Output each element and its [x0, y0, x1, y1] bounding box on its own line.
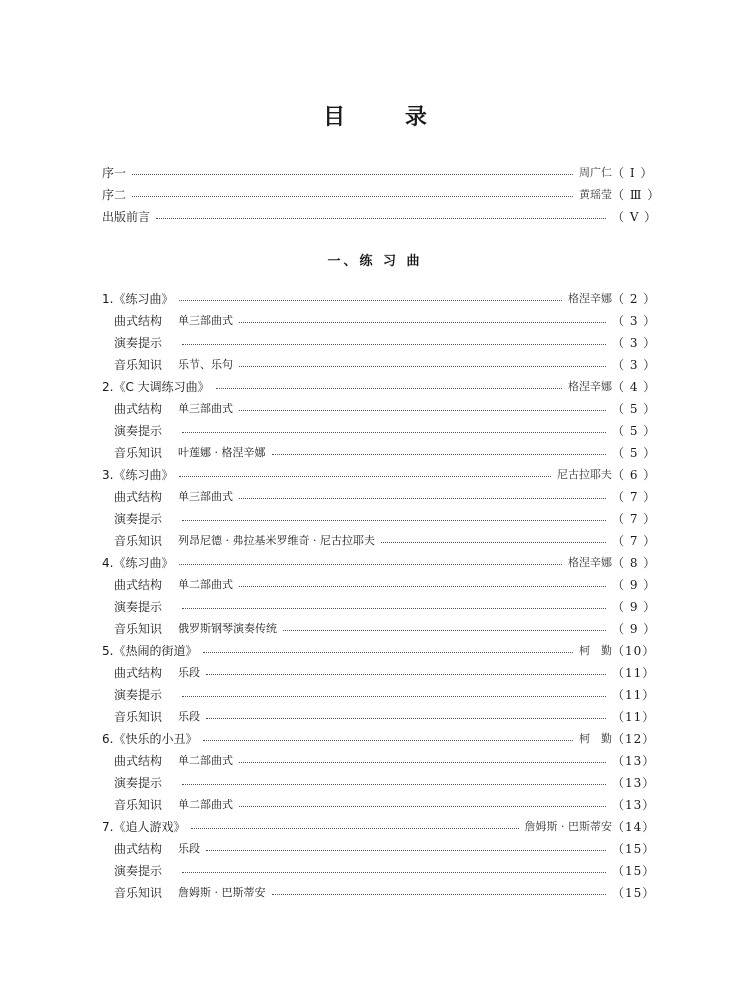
page-number[interactable]: （ 5 ）: [612, 423, 657, 438]
sub-entry-label[interactable]: 演奏提示: [114, 775, 163, 790]
page-number[interactable]: （11）: [612, 709, 656, 724]
sub-entry-label[interactable]: 音乐知识: [114, 357, 163, 372]
toc-sub-entry[interactable]: [102, 749, 656, 771]
dot-leader: [239, 410, 606, 411]
sub-entry-label[interactable]: 曲式结构: [114, 313, 163, 328]
toc-sub-entry[interactable]: [102, 683, 656, 705]
piece-composer: 尼古拉耶夫: [557, 468, 612, 481]
sub-entry-label[interactable]: 音乐知识: [114, 533, 163, 548]
page-number[interactable]: （11）: [612, 687, 656, 702]
toc-sub-entry[interactable]: [102, 485, 657, 507]
sub-entry-detail: 俄罗斯钢琴演奏传统: [178, 622, 277, 635]
page-number[interactable]: （12）: [612, 731, 656, 746]
sub-entry-label[interactable]: 曲式结构: [114, 401, 163, 416]
page-number[interactable]: （ 5 ）: [612, 401, 657, 416]
page-number[interactable]: （13）: [612, 797, 656, 812]
page-number[interactable]: （11）: [612, 665, 656, 680]
sub-entry-detail: 叶莲娜 · 格涅辛娜: [178, 446, 266, 459]
page-number[interactable]: （ 4 ）: [612, 379, 657, 394]
piece-title[interactable]: 1.《练习曲》: [102, 291, 174, 306]
dot-leader: [182, 520, 606, 521]
toc-sub-entry[interactable]: [102, 507, 657, 529]
dot-leader: [182, 872, 606, 873]
entry-title[interactable]: 出版前言: [102, 209, 151, 224]
sub-entry-label[interactable]: 音乐知识: [114, 709, 163, 724]
toc-entry[interactable]: [102, 161, 654, 183]
piece-title[interactable]: 4.《练习曲》: [102, 555, 174, 570]
page-number[interactable]: （15）: [612, 885, 656, 900]
sub-entry-detail: 乐节、乐句: [178, 358, 233, 371]
dot-leader: [239, 762, 606, 763]
toc-sub-entry[interactable]: [102, 397, 657, 419]
toc-entry[interactable]: [102, 183, 661, 205]
page-number[interactable]: （ 7 ）: [612, 489, 657, 504]
toc-list: [102, 287, 657, 903]
dot-leader: [182, 784, 606, 785]
dot-leader: [203, 652, 573, 653]
page-number[interactable]: （14）: [612, 819, 656, 834]
dot-leader: [272, 894, 607, 895]
toc-sub-entry[interactable]: [102, 595, 657, 617]
page-number[interactable]: （ 3 ）: [612, 313, 657, 328]
toc-entry[interactable]: [102, 205, 658, 227]
dot-leader: [156, 218, 606, 219]
dot-leader: [179, 564, 562, 565]
sub-entry-detail: 列昂尼德 · 弗拉基米罗维奇 · 尼古拉耶夫: [178, 534, 375, 547]
toc-sub-entry[interactable]: [102, 705, 656, 727]
piece-title[interactable]: 7.《追人游戏》: [102, 819, 186, 834]
sub-entry-detail: 詹姆斯 · 巴斯蒂安: [178, 886, 266, 899]
piece-title[interactable]: 5.《热闹的街道》: [102, 643, 198, 658]
page-number[interactable]: （ 3 ）: [612, 357, 657, 372]
dot-leader: [182, 608, 606, 609]
toc-piece-entry[interactable]: [102, 551, 657, 573]
toc-sub-entry[interactable]: [102, 837, 656, 859]
dot-leader: [283, 630, 606, 631]
page-number[interactable]: （13）: [612, 753, 656, 768]
sub-entry-label[interactable]: 演奏提示: [114, 687, 163, 702]
entry-author: 黄瑶莹: [579, 188, 612, 201]
page-number[interactable]: （ 3 ）: [612, 335, 657, 350]
dot-leader: [179, 476, 551, 477]
dot-leader: [182, 432, 606, 433]
front-matter-list: [102, 161, 661, 227]
piece-composer: 格涅辛娜: [568, 556, 612, 569]
dot-leader: [206, 850, 606, 851]
sub-entry-detail: 单三部曲式: [178, 402, 233, 415]
toc-sub-entry[interactable]: [102, 771, 656, 793]
toc-piece-entry[interactable]: [102, 639, 656, 661]
sub-entry-detail: 单二部曲式: [178, 754, 233, 767]
piece-composer: 柯 勤: [579, 644, 612, 657]
dot-leader: [381, 542, 606, 543]
sub-entry-label[interactable]: 音乐知识: [114, 797, 163, 812]
sub-entry-detail: 单二部曲式: [178, 578, 233, 591]
toc-piece-entry[interactable]: [102, 375, 657, 397]
toc-sub-entry[interactable]: [102, 881, 656, 903]
sub-entry-detail: 乐段: [178, 842, 200, 855]
page-number[interactable]: （ Ⅰ ）: [612, 165, 654, 180]
entry-title[interactable]: 序二: [102, 187, 127, 202]
dot-leader: [239, 586, 606, 587]
sub-entry-label[interactable]: 演奏提示: [114, 511, 163, 526]
page-number[interactable]: （ Ⅲ ）: [612, 187, 661, 202]
page-number[interactable]: （ 7 ）: [612, 511, 657, 526]
sub-entry-label[interactable]: 曲式结构: [114, 665, 163, 680]
dot-leader: [182, 696, 606, 697]
sub-entry-detail: 乐段: [178, 710, 200, 723]
toc-sub-entry[interactable]: [102, 573, 657, 595]
dot-leader: [272, 454, 607, 455]
toc-sub-entry[interactable]: [102, 331, 657, 353]
page-number[interactable]: （15）: [612, 863, 656, 878]
toc-sub-entry[interactable]: [102, 617, 657, 639]
dot-leader: [203, 740, 573, 741]
page-number[interactable]: （ Ⅴ ）: [612, 209, 658, 224]
dot-leader: [239, 322, 606, 323]
dot-leader: [206, 674, 606, 675]
page-number[interactable]: （ 9 ）: [612, 599, 657, 614]
dot-leader: [132, 174, 573, 175]
toc-sub-entry[interactable]: [102, 661, 656, 683]
page-number[interactable]: （ 9 ）: [612, 621, 657, 636]
dot-leader: [179, 300, 562, 301]
page-number[interactable]: （ 9 ）: [612, 577, 657, 592]
sub-entry-label[interactable]: 曲式结构: [114, 841, 163, 856]
sub-entry-label[interactable]: 曲式结构: [114, 489, 163, 504]
page-number[interactable]: （10）: [612, 643, 656, 658]
sub-entry-detail: 乐段: [178, 666, 200, 679]
sub-entry-label[interactable]: 演奏提示: [114, 863, 163, 878]
toc-sub-entry[interactable]: [102, 859, 656, 881]
sub-entry-label[interactable]: 音乐知识: [114, 621, 163, 636]
toc-piece-entry[interactable]: [102, 815, 656, 837]
toc-piece-entry[interactable]: [102, 727, 656, 749]
sub-entry-label[interactable]: 演奏提示: [114, 423, 163, 438]
dot-leader: [239, 366, 606, 367]
page-number[interactable]: （13）: [612, 775, 656, 790]
page-number[interactable]: （ 2 ）: [612, 291, 657, 306]
dot-leader: [239, 498, 606, 499]
sub-entry-detail: 单二部曲式: [178, 798, 233, 811]
dot-leader: [216, 388, 562, 389]
toc-sub-entry[interactable]: [102, 441, 657, 463]
sub-entry-label[interactable]: 音乐知识: [114, 885, 163, 900]
entry-author: 周广仁: [579, 166, 612, 179]
sub-entry-label[interactable]: 演奏提示: [114, 335, 163, 350]
piece-title[interactable]: 6.《快乐的小丑》: [102, 731, 198, 746]
toc-piece-entry[interactable]: [102, 287, 657, 309]
dot-leader: [239, 806, 606, 807]
piece-title[interactable]: 2.《C 大调练习曲》: [102, 379, 210, 394]
toc-sub-entry[interactable]: [102, 353, 657, 375]
page-title: 目 录: [323, 104, 453, 130]
dot-leader: [191, 828, 518, 829]
page-number[interactable]: （15）: [612, 841, 656, 856]
piece-composer: 格涅辛娜: [568, 292, 612, 305]
section-heading: 一、练 习 曲: [327, 254, 423, 269]
toc-sub-entry[interactable]: [102, 793, 656, 815]
piece-composer: 柯 勤: [579, 732, 612, 745]
toc-sub-entry[interactable]: [102, 529, 657, 551]
toc-piece-entry[interactable]: [102, 463, 657, 485]
sub-entry-detail: 单三部曲式: [178, 490, 233, 503]
piece-composer: 格涅辛娜: [568, 380, 612, 393]
page-number[interactable]: （ 5 ）: [612, 445, 657, 460]
sub-entry-label[interactable]: 曲式结构: [114, 577, 163, 592]
toc-sub-entry[interactable]: [102, 419, 657, 441]
piece-composer: 詹姆斯 · 巴斯蒂安: [524, 820, 612, 833]
piece-title[interactable]: 3.《练习曲》: [102, 467, 174, 482]
page-number[interactable]: （ 8 ）: [612, 555, 657, 570]
page-number[interactable]: （ 7 ）: [612, 533, 657, 548]
page-number[interactable]: （ 6 ）: [612, 467, 657, 482]
dot-leader: [132, 196, 573, 197]
toc-sub-entry[interactable]: [102, 309, 657, 331]
dot-leader: [182, 344, 606, 345]
entry-title[interactable]: 序一: [102, 165, 127, 180]
dot-leader: [206, 718, 606, 719]
sub-entry-label[interactable]: 音乐知识: [114, 445, 163, 460]
sub-entry-label[interactable]: 演奏提示: [114, 599, 163, 614]
sub-entry-detail: 单三部曲式: [178, 314, 233, 327]
sub-entry-label[interactable]: 曲式结构: [114, 753, 163, 768]
